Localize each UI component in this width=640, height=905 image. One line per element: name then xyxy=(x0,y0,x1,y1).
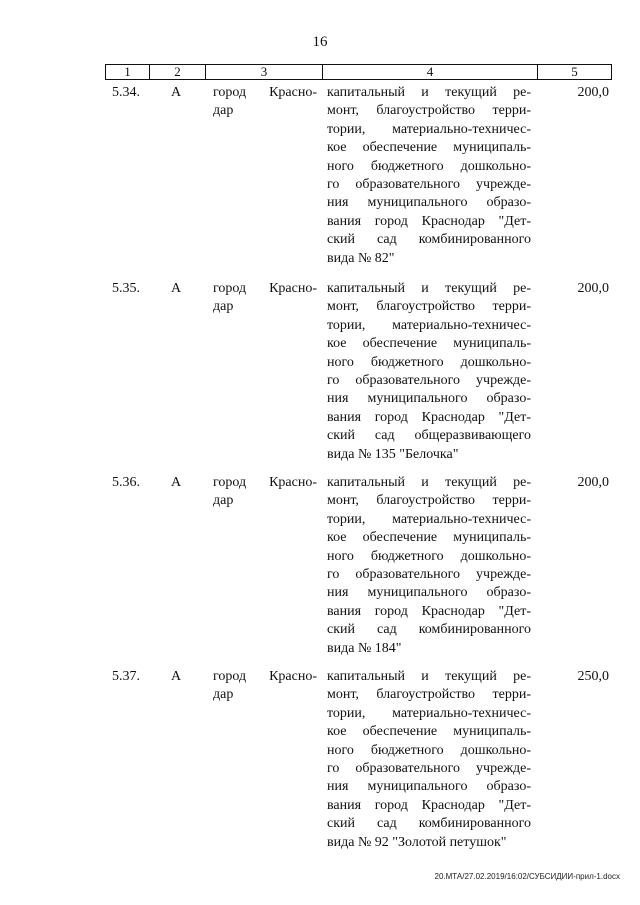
description-line: го образовательного учрежде- xyxy=(327,567,531,583)
row-number: 5.37. xyxy=(112,669,140,684)
row-amount: 200,0 xyxy=(577,85,609,100)
description-line: кое обеспечение муниципаль- xyxy=(327,336,531,352)
city-part: дар xyxy=(213,493,234,509)
description-line: ния муниципального образо- xyxy=(327,779,531,795)
description-line: капитальный и текущий ре- xyxy=(327,85,531,100)
description-line: го образовательного учрежде- xyxy=(327,177,531,193)
row-city xyxy=(213,84,317,121)
description-line: вида № 92 "Золотой петушок" xyxy=(327,834,507,850)
column-header-2: 2 xyxy=(150,65,206,79)
description-line: ский сад комбинированного xyxy=(327,622,531,638)
page-number: 16 xyxy=(312,34,328,50)
description-line: ский сад комбинированного xyxy=(327,232,531,248)
row-number: 5.36. xyxy=(112,475,140,490)
description-line: монт, благоустройство терри- xyxy=(327,103,531,119)
row-type: А xyxy=(171,281,182,296)
description-line: капитальный и текущий ре- xyxy=(327,669,531,684)
row-amount: 250,0 xyxy=(577,669,609,684)
description-line: го образовательного учрежде- xyxy=(327,373,531,389)
description-line: ния муниципального образо- xyxy=(327,391,531,407)
row-description xyxy=(327,280,531,464)
description-line: го образовательного учрежде- xyxy=(327,761,531,777)
document-footer-path: 20.МТА/27.02.2019/16:02/СУБСИДИИ-прил-1.docx xyxy=(434,872,620,881)
column-header-4: 4 xyxy=(323,65,538,79)
description-line: вида № 184" xyxy=(327,640,402,656)
city-part: дар xyxy=(213,687,234,703)
row-city xyxy=(213,668,317,705)
description-line: вания город Краснодар "Дет- xyxy=(327,603,531,619)
row-number: 5.35. xyxy=(112,281,140,296)
description-line: ного бюджетного дошкольно- xyxy=(327,742,531,758)
city-part: Красно- xyxy=(269,85,317,100)
city-part: Красно- xyxy=(269,281,317,296)
row-amount: 200,0 xyxy=(577,475,609,490)
city-part: дар xyxy=(213,299,234,315)
row-type: А xyxy=(171,85,182,100)
description-line: тории, материально-техничес- xyxy=(327,705,531,721)
description-line: ного бюджетного дошкольно- xyxy=(327,354,531,370)
description-line: ного бюджетного дошкольно- xyxy=(327,548,531,564)
description-line: монт, благоустройство терри- xyxy=(327,299,531,315)
description-line: ский сад комбинированного xyxy=(327,816,531,832)
row-description xyxy=(327,474,531,658)
description-line: кое обеспечение муниципаль- xyxy=(327,530,531,546)
city-word: город xyxy=(213,281,247,296)
row-description xyxy=(327,84,531,268)
description-line: монт, благоустройство терри- xyxy=(327,687,531,703)
description-line: вида № 135 "Белочка" xyxy=(327,446,459,462)
city-word: город xyxy=(213,669,247,684)
description-line: вания город Краснодар "Дет- xyxy=(327,409,531,425)
column-header-5: 5 xyxy=(571,64,578,79)
row-amount: 200,0 xyxy=(577,281,609,296)
city-part: Красно- xyxy=(269,669,317,684)
column-header-3: 3 xyxy=(206,65,323,79)
row-description xyxy=(327,668,531,852)
city-part: Красно- xyxy=(269,475,317,490)
row-number: 5.34. xyxy=(112,85,140,100)
row-type: А xyxy=(171,475,182,490)
description-line: ного бюджетного дошкольно- xyxy=(327,158,531,174)
row-city xyxy=(213,474,317,511)
description-line: монт, благоустройство терри- xyxy=(327,493,531,509)
column-header-1: 1 xyxy=(106,65,150,79)
column-header-row xyxy=(105,64,612,80)
row-city xyxy=(213,280,317,317)
description-line: вания город Краснодар "Дет- xyxy=(327,797,531,813)
description-line: капитальный и текущий ре- xyxy=(327,475,531,490)
description-line: кое обеспечение муниципаль- xyxy=(327,140,531,156)
description-line: ский сад общеразвивающего xyxy=(327,428,531,444)
description-line: вания город Краснодар "Дет- xyxy=(327,213,531,229)
city-word: город xyxy=(213,475,247,490)
description-line: ния муниципального образо- xyxy=(327,585,531,601)
description-line: кое обеспечение муниципаль- xyxy=(327,724,531,740)
description-line: тории, материально-техничес- xyxy=(327,511,531,527)
description-line: тории, материально-техничес- xyxy=(327,121,531,137)
description-line: тории, материально-техничес- xyxy=(327,317,531,333)
row-type: А xyxy=(171,669,182,684)
city-part: дар xyxy=(213,103,234,119)
description-line: ния муниципального образо- xyxy=(327,195,531,211)
description-line: капитальный и текущий ре- xyxy=(327,281,531,296)
description-line: вида № 82" xyxy=(327,250,395,266)
city-word: город xyxy=(213,85,247,100)
